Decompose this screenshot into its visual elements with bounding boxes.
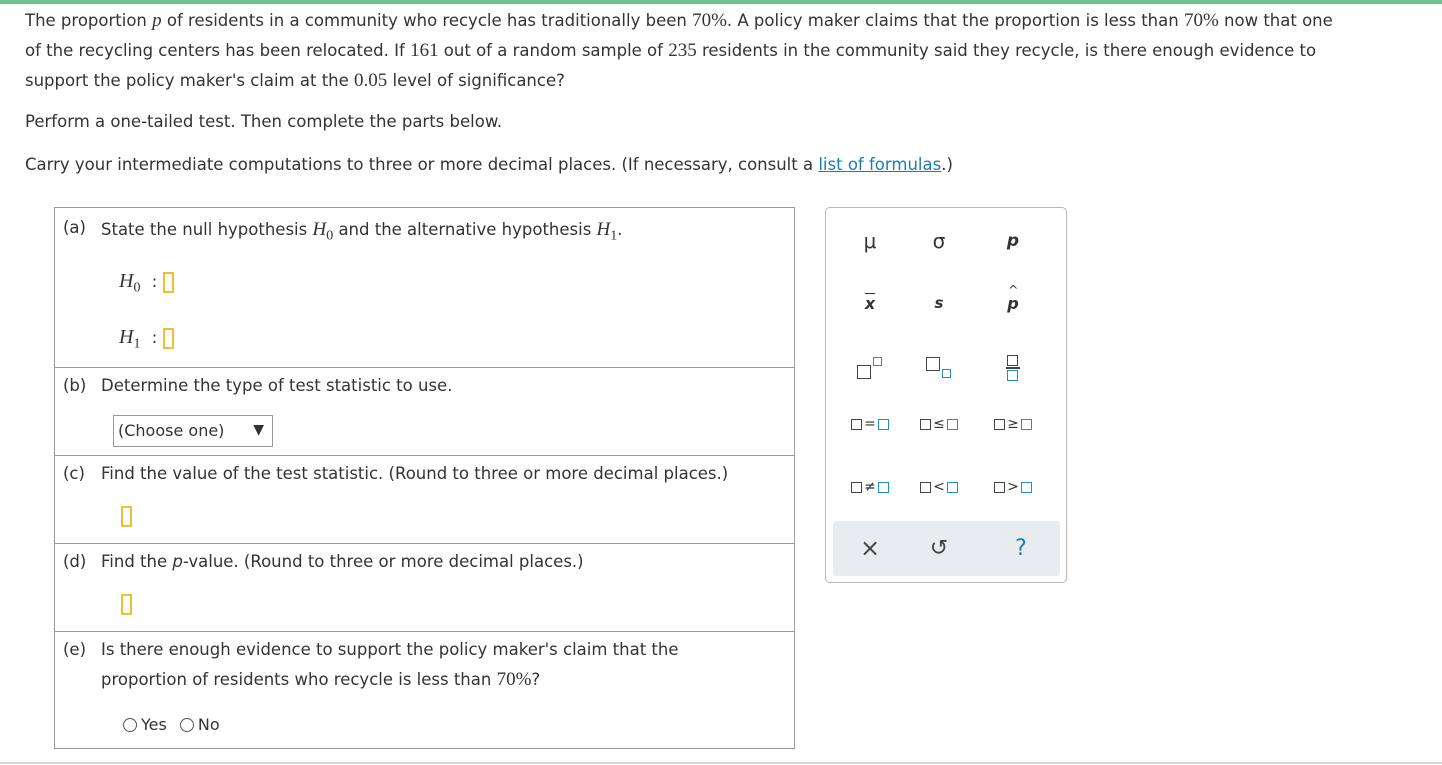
h0-answer-input[interactable] bbox=[163, 272, 174, 293]
pct-70: 70% bbox=[1183, 10, 1219, 31]
test-statistic-select[interactable] bbox=[113, 415, 273, 447]
box-icon bbox=[851, 419, 862, 430]
part-d-text-1: Find the bbox=[101, 552, 173, 571]
dropdown-arrow-icon: ▼ bbox=[253, 422, 264, 438]
h1-symbol: H bbox=[596, 219, 611, 240]
select-value: (Choose one) bbox=[118, 421, 225, 440]
bottom-divider bbox=[0, 762, 1442, 764]
part-d bbox=[55, 544, 794, 632]
part-d-text bbox=[101, 552, 584, 571]
num-235: 235 bbox=[668, 40, 697, 61]
var-p: p bbox=[152, 10, 162, 31]
part-e-text-2a: proportion of residents who recycle is less than bbox=[101, 670, 497, 689]
p-hat-button[interactable] bbox=[983, 283, 1043, 323]
part-c bbox=[55, 456, 794, 544]
less-equal-button[interactable] bbox=[909, 404, 969, 444]
not-equal-button[interactable] bbox=[840, 467, 900, 507]
subscript-icon bbox=[926, 357, 952, 379]
h1-subscript: 1 bbox=[610, 228, 618, 244]
help-icon: ? bbox=[1015, 535, 1027, 561]
part-c-label: (c) bbox=[63, 464, 85, 483]
box-icon bbox=[1021, 419, 1032, 430]
superscript-icon bbox=[857, 357, 883, 379]
problem-text: out of a random sample of bbox=[438, 41, 669, 60]
part-a-text-3: . bbox=[617, 220, 623, 239]
h0-colon: : bbox=[151, 272, 158, 291]
x-bar-button[interactable] bbox=[840, 283, 900, 323]
part-d-label: (d) bbox=[63, 552, 87, 571]
less-than-symbol: < bbox=[933, 479, 945, 495]
radio-circle-icon bbox=[123, 718, 137, 732]
part-e bbox=[55, 632, 794, 748]
h1-row bbox=[119, 326, 174, 352]
problem-line-1 bbox=[25, 6, 1437, 36]
mu-button[interactable] bbox=[840, 221, 900, 261]
problem-text: of the recycling centers has been relocated. If bbox=[25, 41, 411, 60]
part-a-label: (a) bbox=[63, 218, 86, 237]
h1-label-sub: 1 bbox=[133, 336, 141, 352]
test-statistic-input[interactable] bbox=[121, 506, 132, 527]
question-panel bbox=[54, 207, 795, 749]
part-d-text-2: -value. (Round to three or more decimal places.) bbox=[182, 552, 584, 571]
p-value-input[interactable] bbox=[121, 594, 132, 615]
problem-line-2 bbox=[25, 36, 1437, 66]
p-symbol: p bbox=[1006, 231, 1020, 251]
box-icon bbox=[994, 419, 1005, 430]
problem-line-3 bbox=[25, 66, 1437, 96]
box-icon bbox=[851, 482, 862, 493]
s-symbol: s bbox=[934, 294, 944, 312]
mu-symbol: μ bbox=[863, 229, 877, 253]
part-b bbox=[55, 368, 794, 456]
p-hat-symbol bbox=[1007, 282, 1019, 313]
p-hat-letter: p bbox=[1007, 293, 1019, 313]
h0-label: H bbox=[119, 270, 134, 292]
yes-no-options bbox=[123, 715, 220, 734]
equals-symbol: = bbox=[864, 416, 876, 432]
radio-no-label: No bbox=[197, 715, 220, 734]
p-italic: p bbox=[172, 552, 183, 571]
problem-text: support the policy maker's claim at the bbox=[25, 71, 355, 90]
part-e-label: (e) bbox=[63, 640, 87, 659]
radio-no[interactable] bbox=[180, 715, 220, 734]
pct-70: 70% bbox=[496, 669, 532, 690]
part-c-text: Find the value of the test statistic. (Round to three or more decimal places.) bbox=[101, 464, 729, 483]
part-b-label: (b) bbox=[63, 376, 87, 395]
problem-text: of residents in a community who recycle has traditionally been bbox=[161, 11, 693, 30]
problem-statement bbox=[25, 6, 1437, 96]
greater-than-symbol: > bbox=[1007, 479, 1019, 495]
box-icon bbox=[920, 482, 931, 493]
instruction-decimals bbox=[25, 155, 953, 174]
sigma-button[interactable] bbox=[909, 221, 969, 261]
instruction-text: Carry your intermediate computations to three or more decimal places. (If necessary, consult a bbox=[25, 155, 819, 174]
close-icon: × bbox=[859, 534, 881, 562]
box-icon bbox=[947, 419, 958, 430]
box-icon bbox=[878, 419, 889, 430]
h1-answer-input[interactable] bbox=[163, 328, 174, 349]
radio-yes-label: Yes bbox=[141, 715, 167, 734]
h0-subscript: 0 bbox=[326, 228, 334, 244]
hat-icon: ^ bbox=[1008, 282, 1019, 297]
equals-button[interactable] bbox=[840, 404, 900, 444]
h1-colon: : bbox=[151, 328, 158, 347]
box-icon bbox=[1021, 482, 1032, 493]
h0-symbol: H bbox=[312, 219, 327, 240]
instruction-one-tailed: Perform a one-tailed test. Then complete the parts below. bbox=[25, 112, 503, 131]
box-icon bbox=[947, 482, 958, 493]
problem-text: . A policy maker claims that the proportion is less than bbox=[726, 11, 1184, 30]
less-than-button[interactable] bbox=[909, 467, 969, 507]
fraction-icon bbox=[1006, 355, 1020, 381]
problem-text: now that one bbox=[1218, 11, 1333, 30]
radio-yes[interactable] bbox=[123, 715, 167, 734]
alpha-value: 0.05 bbox=[354, 70, 388, 91]
part-e-text-2 bbox=[101, 669, 540, 691]
x-bar-symbol: $\overline{x}$ bbox=[864, 293, 876, 313]
part-a-text bbox=[101, 219, 623, 244]
instruction-text: .) bbox=[941, 155, 953, 174]
h1-label: H bbox=[119, 326, 134, 348]
part-a bbox=[55, 208, 794, 368]
top-accent-bar bbox=[0, 0, 1442, 4]
problem-text: The proportion bbox=[25, 11, 153, 30]
p-button[interactable] bbox=[983, 221, 1043, 261]
greater-equal-symbol: ≥ bbox=[1007, 416, 1019, 432]
formulas-link[interactable]: list of formulas bbox=[818, 155, 942, 174]
symbol-palette bbox=[825, 207, 1067, 583]
greater-equal-button[interactable] bbox=[983, 404, 1043, 444]
part-a-text-1: State the null hypothesis bbox=[101, 220, 313, 239]
h0-label-sub: 0 bbox=[133, 280, 141, 296]
fraction-button[interactable] bbox=[983, 348, 1043, 388]
h0-row bbox=[119, 270, 174, 296]
num-161: 161 bbox=[410, 40, 439, 61]
radio-circle-icon bbox=[180, 718, 194, 732]
undo-icon: ↺ bbox=[929, 535, 949, 561]
subscript-button[interactable] bbox=[909, 348, 969, 388]
not-equal-symbol: ≠ bbox=[864, 479, 876, 495]
part-e-text-2b: ? bbox=[531, 670, 541, 689]
undo-button[interactable] bbox=[909, 528, 969, 568]
part-a-text-2: and the alternative hypothesis bbox=[333, 220, 597, 239]
pct-70: 70% bbox=[692, 10, 727, 31]
problem-text: residents in the community said they recycle, is there enough evidence to bbox=[696, 41, 1317, 60]
box-icon bbox=[994, 482, 1005, 493]
clear-button[interactable] bbox=[840, 528, 900, 568]
help-button[interactable] bbox=[991, 528, 1051, 568]
superscript-button[interactable] bbox=[840, 348, 900, 388]
part-b-text: Determine the type of test statistic to use. bbox=[101, 376, 453, 395]
box-icon bbox=[920, 419, 931, 430]
greater-than-button[interactable] bbox=[983, 467, 1043, 507]
part-e-text-1: Is there enough evidence to support the policy maker's claim that the bbox=[101, 640, 679, 659]
less-equal-symbol: ≤ bbox=[933, 416, 945, 432]
sigma-symbol: σ bbox=[932, 229, 946, 253]
s-button[interactable] bbox=[909, 283, 969, 323]
box-icon bbox=[878, 482, 889, 493]
problem-text: level of significance? bbox=[387, 71, 565, 90]
palette-controls bbox=[833, 521, 1060, 576]
